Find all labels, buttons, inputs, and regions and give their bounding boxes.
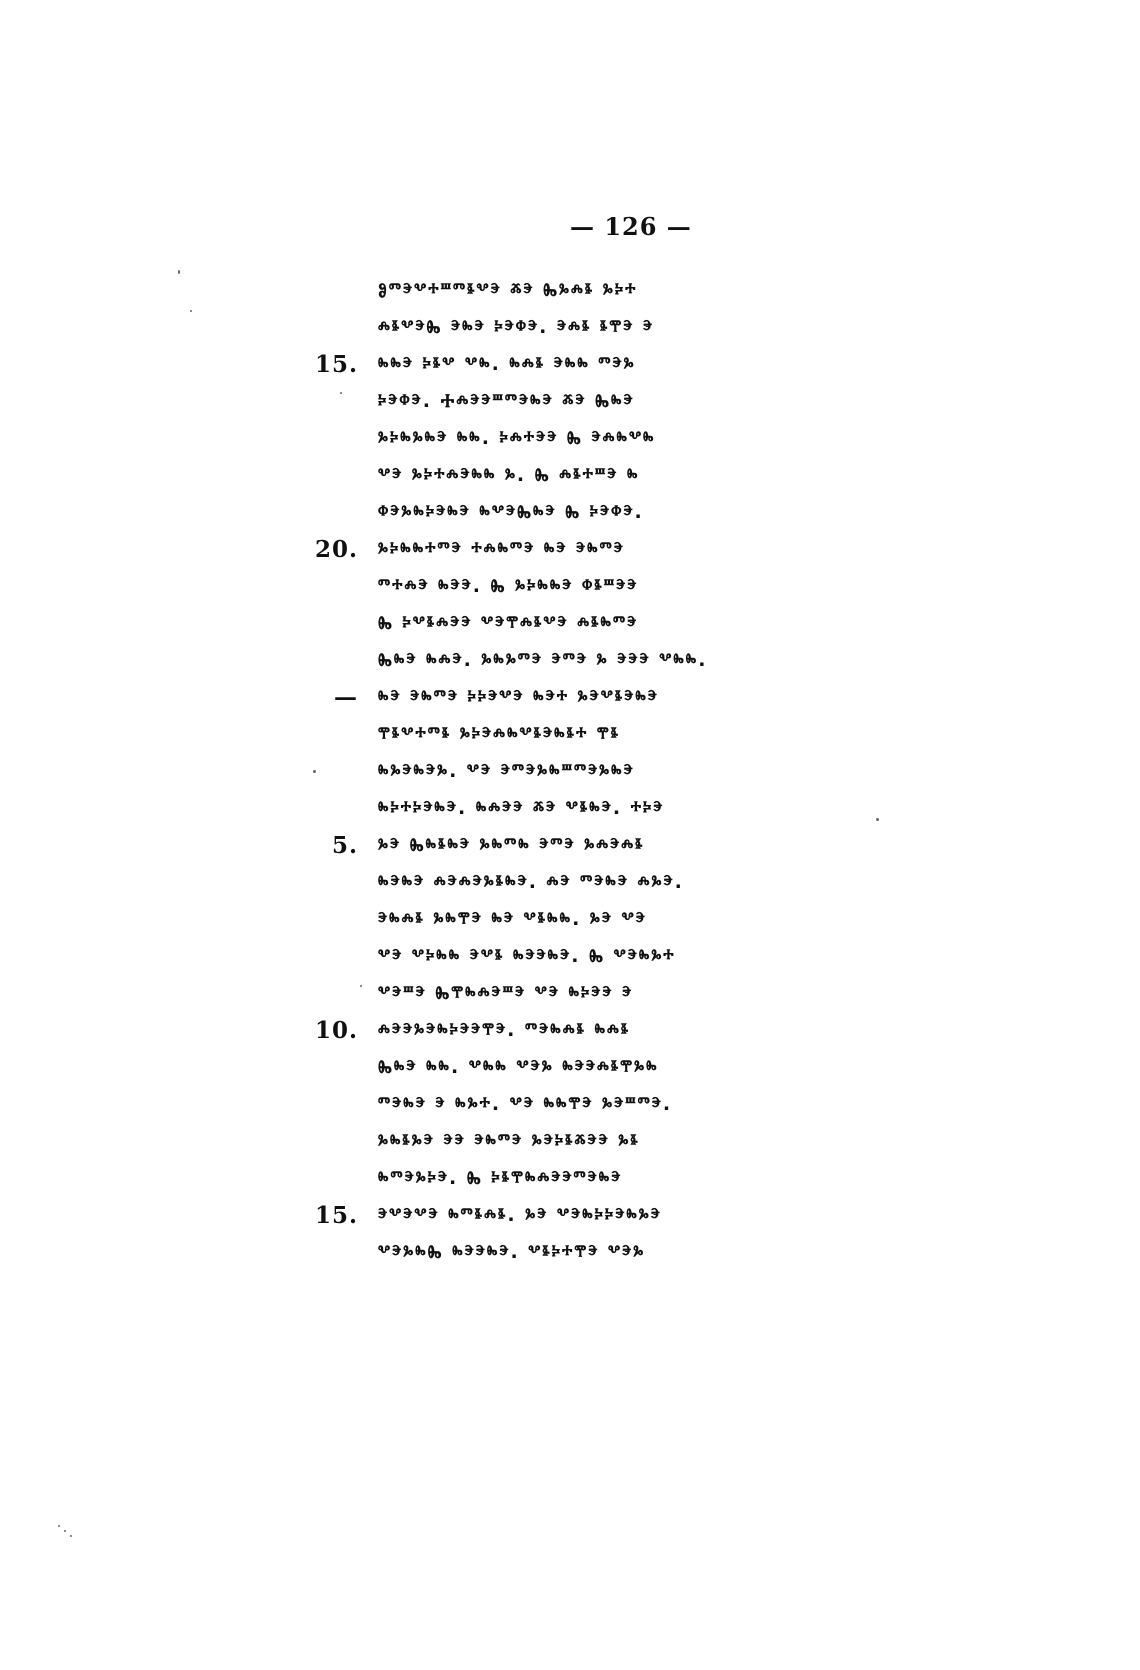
scan-speck xyxy=(340,392,342,394)
text-line xyxy=(300,1049,820,1086)
scan-speck xyxy=(876,818,879,821)
line-text: ⰳⰽⰸⰳⰸⰵ ⰸⰸ. ⰽⰾⰰⰵⰵ Ⰸ ⰵⰾⰸⰲⰸ xyxy=(378,427,656,449)
line-text: ⰲⰵ ⰲⰽⰸⰸ ⰵⰲⱛ ⰸⰵⰵⰸⰵ. Ⰸ ⰲⰵⰸⰳⰰ xyxy=(378,945,676,967)
line-number: 10. xyxy=(314,1017,358,1044)
text-line xyxy=(300,494,820,531)
text-line xyxy=(300,1012,820,1049)
text-line xyxy=(300,642,820,679)
text-line xyxy=(300,938,820,975)
line-text: ⰽⰵⱇⰵ. Ⰰⰾⰵⰵⱎⱅⰵⰸⰵ ⰶⰵ Ⰸⰸⰵ xyxy=(378,390,635,412)
text-line xyxy=(300,827,820,864)
text-line xyxy=(300,568,820,605)
line-text: ⰸⰵⰸⰵ ⰾⰵⰾⰵⰳⱛⰸⰵ. ⰾⰵ ⱅⰵⰸⰵ ⰾⰳⰵ. xyxy=(378,871,684,893)
line-text: ⱅⰵⰸⰵ ⰵ ⰸⰳⰰ. ⰲⰵ ⰸⰸⰹⰵ ⰳⰵⱎⱅⰵ. xyxy=(378,1093,673,1115)
line-text: ⰲⰵⱎⰵ Ⰸⰹⰸⰾⰵⱎⰵ ⰲⰵ ⰸⰽⰵⰵ ⰵ xyxy=(378,982,634,1004)
line-text: ⰾⱛⰲⰵⰈ ⰵⰸⰵ ⰽⰵⱇⰵ. ⰵⰾⱛ ⱛⰹⰵ ⰵ xyxy=(378,316,655,338)
line-text: ⰹⱛⰲⰰⱅⱛ ⰳⰽⰵⰾⰸⰲⱛⰵⰸⱛⰰ ⰹⱛ xyxy=(378,723,621,745)
text-line xyxy=(300,1197,820,1234)
text-line xyxy=(300,753,820,790)
scan-speck xyxy=(64,1530,66,1532)
text-line xyxy=(300,309,820,346)
line-text: ⰵⰸⰾⱛ ⰳⰸⰹⰵ ⰸⰵ ⰲⱛⰸⰸ. ⰳⰵ ⰲⰵ xyxy=(378,908,647,930)
line-text: Ⱁⱅⰵⰲⰰⱎⱅⱛⰲⰵ ⰶⰵ Ⰸⰳⰾⱛ ⰳⰽⰰ xyxy=(378,279,638,301)
line-text: ⰳⰸⱛⰳⰵ ⰵⰵ ⰵⰸⱅⰵ ⰳⰵⰽⱛⰶⰵⰵ ⰳⱛ xyxy=(378,1130,640,1152)
line-text: ⱅⰰⰾⰵ ⰸⰵⰵ. Ⰸ ⰳⰽⰸⰸⰵ ⱇⱛⱎⰵⰵ xyxy=(378,575,639,597)
line-text: ⰲⰵ ⰳⰽⰰⰾⰵⰸⰸ ⰳ. Ⰸ ⰾⱛⰰⱎⰵ ⰸ xyxy=(378,464,640,486)
text-line xyxy=(300,1160,820,1197)
text-line xyxy=(300,901,820,938)
line-number: — xyxy=(334,684,358,711)
line-number: 15. xyxy=(314,1202,358,1229)
text-line xyxy=(300,716,820,753)
line-text: Ⰸⰸⰵ ⰸⰸ. ⰲⰸⰸ ⰲⰵⰳ ⰸⰵⰵⰾⱛⰹⰳⰸ xyxy=(378,1056,659,1078)
line-text: ⰸⰵ ⰵⰸⱅⰵ ⰽⰽⰵⰲⰵ ⰸⰵⰰ ⰳⰵⰲⱛⰵⰸⰵ xyxy=(378,686,659,708)
text-line xyxy=(300,864,820,901)
text-block xyxy=(300,272,820,1271)
text-line xyxy=(300,272,820,309)
text-line xyxy=(300,383,820,420)
text-line xyxy=(300,975,820,1012)
line-number: 15. xyxy=(314,351,358,378)
line-number: 5. xyxy=(331,832,358,859)
line-text: ⰸⰳⰵⰸⰵⰳ. ⰲⰵ ⰵⱅⰵⰳⰸⱎⱅⰵⰳⰸⰵ xyxy=(378,760,635,782)
scan-speck xyxy=(178,270,180,274)
scan-speck xyxy=(313,770,316,773)
line-text: ⰳⰵ Ⰸⰸⱛⰸⰵ ⰳⰸⱅⰸ ⰵⱅⰵ ⰳⰾⰵⰾⱛ xyxy=(378,834,645,856)
text-line xyxy=(300,420,820,457)
scan-speck xyxy=(190,310,192,312)
line-text: ⰸⱅⰵⰳⰽⰵ. Ⰸ ⰽⱛⰹⰸⰾⰵⰵⱅⰵⰸⰵ xyxy=(378,1167,623,1189)
text-line xyxy=(300,1086,820,1123)
page-number: — 126 — xyxy=(570,212,692,241)
line-text: ⰲⰵⰳⰸⰈ ⰸⰵⰵⰸⰵ. ⰲⱛⰽⰰⰹⰵ ⰲⰵⰳ xyxy=(378,1241,646,1263)
line-text: Ⰸ ⰽⰲⱛⰾⰵⰵ ⰲⰵⰹⰾⱛⰲⰵ ⰾⱛⰸⱅⰵ xyxy=(378,612,639,634)
line-text: ⰵⰲⰵⰲⰵ ⰸⱅⱛⰾⱛ. ⰳⰵ ⰲⰵⰸⰽⰽⰵⰸⰳⰵ xyxy=(378,1204,662,1226)
scan-speck xyxy=(58,1525,60,1527)
scan-speck xyxy=(360,985,362,987)
text-line xyxy=(300,346,820,383)
text-line xyxy=(300,1123,820,1160)
text-line xyxy=(300,679,820,716)
text-line xyxy=(300,605,820,642)
line-text: ⰸⰸⰵ ⰽⱛⰲ ⰲⰸ. ⰸⰾⱛ ⰵⰸⰸ ⱅⰵⰳ xyxy=(378,353,636,375)
line-text: ⰾⰵⰵⰳⰵⰸⰽⰵⰵⰹⰵ. ⱅⰵⰸⰾⱛ ⰸⰾⱛ xyxy=(378,1019,631,1041)
line-text: Ⰸⰸⰵ ⰸⰾⰵ. ⰳⰸⰳⱅⰵ ⰵⱅⰵ ⰳ ⰵⰵⰵ ⰲⰸⰸ. xyxy=(378,649,708,671)
text-line xyxy=(300,531,820,568)
scan-speck xyxy=(70,1535,72,1537)
line-number: 20. xyxy=(314,536,358,563)
line-text: ⰳⰽⰸⰸⰰⱅⰵ ⰰⰾⰸⱅⰵ ⰸⰵ ⰵⰸⱅⰵ xyxy=(378,538,625,560)
line-text: ⰸⰽⰰⰽⰵⰸⰵ. ⰸⰾⰵⰵ ⰶⰵ ⰲⱛⰸⰵ. ⰰⰽⰵ xyxy=(378,797,665,819)
text-line xyxy=(300,457,820,494)
text-line xyxy=(300,1234,820,1271)
text-line xyxy=(300,790,820,827)
line-text: ⱇⰵⰳⰸⰽⰵⰸⰵ ⰸⰲⰵⰈⰸⰵ Ⰸ ⰽⰵⱇⰵ. xyxy=(378,501,644,523)
